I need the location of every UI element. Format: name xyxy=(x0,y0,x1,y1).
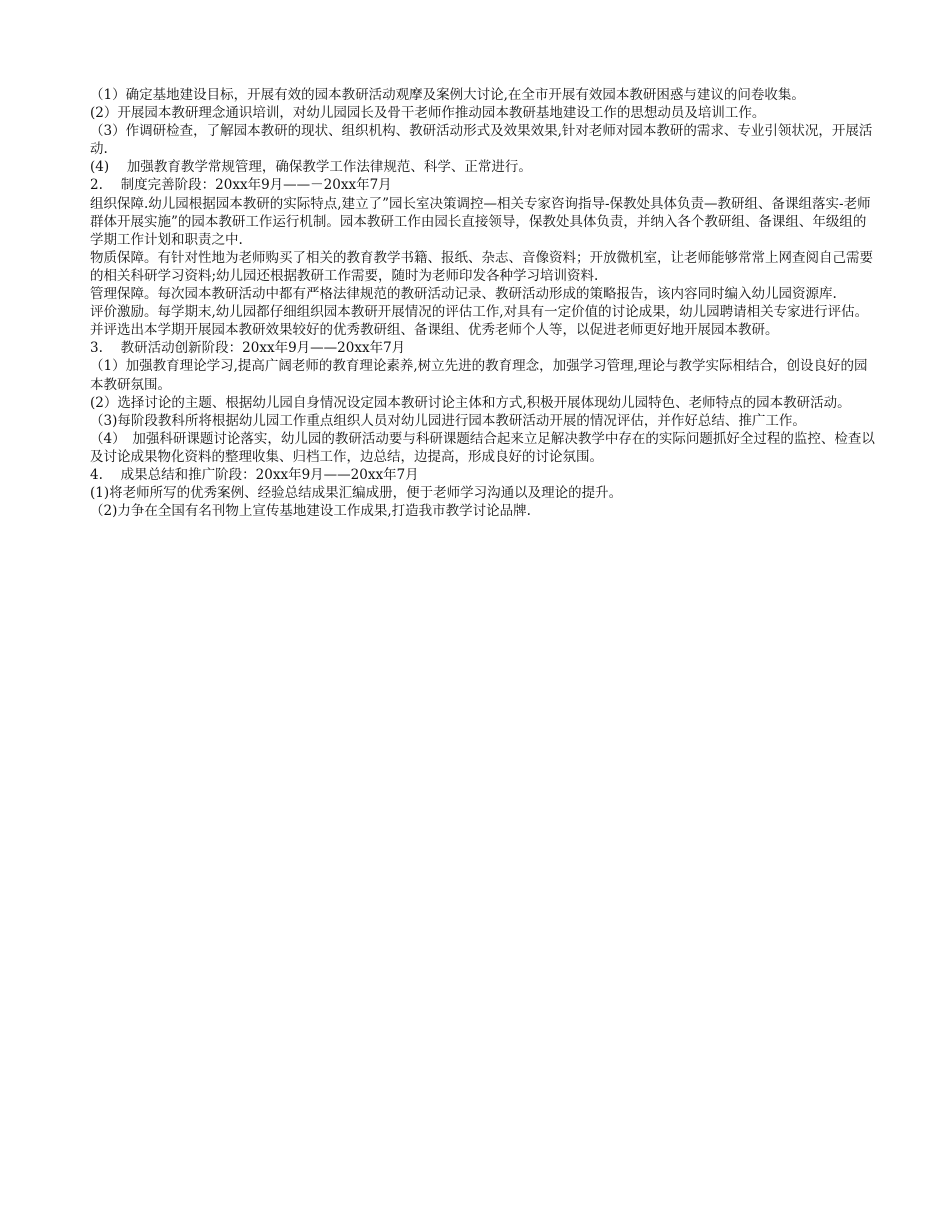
paragraph-material: 物质保障。有针对性地为老师购买了相关的教育教学书籍、报纸、杂志、音像资料；开放微机室，让老师能够常常上网查阅自己需要的相关科研学习资料;幼儿园还根据教研工作需要，随时为老师印发各种学习培训资料. xyxy=(90,249,873,284)
section-heading-4: 4. 成果总结和推广阶段：20xx年9月——20xx年7月 xyxy=(90,466,419,483)
paragraph-3-4: （4） 加强科研课题讨论落实，幼儿园的教研活动要与科研课题结合起来立足解决教学中存在的实际问题抓好全过程的监控、检查以及讨论成果物化资料的整理收集、归档工作，边总结，边提高，形成良好的讨论氛围。 xyxy=(90,430,875,465)
paragraph-management: 管理保障。每次园本教研活动中都有严格法律规范的教研活动记录、教研活动形成的策略报告，该内容同时编入幼儿园资源库. xyxy=(90,286,837,303)
paragraph-1: （1）确定基地建设目标，开展有效的园本教研活动观摩及案例大讨论,在全市开展有效园本教研困惑与建议的问卷收集。 xyxy=(90,87,805,103)
paragraph-4-2: （2)力争在全国有名刊物上宣传基地建设工作成果,打造我市教学讨论品牌. xyxy=(90,503,531,520)
section-heading-3: 3. 教研活动创新阶段：20xx年9月——20xx年7月 xyxy=(90,340,406,357)
document-body xyxy=(90,86,875,520)
paragraph-4: (4) 加强教育教学常规管理，确保教学工作法律规范、科学、正常进行。 xyxy=(90,159,532,176)
paragraph-organization: 组织保障.幼儿园根据园本教研的实际特点,建立了”园长室决策调控—相关专家咨询指导-保教处具体负责—教研组、备课组落实-老师群体开展实施”的园本教研工作运行机制。园本教研工作由园长直接领导，保教处具体负责，并纳入各个教研组、备课组、年级组的学期工作计划和职责之中. xyxy=(90,195,871,248)
paragraph-3-1: （1）加强教育理论学习,提高广阔老师的教育理论素养,树立先进的教育理念，加强学习管理,理论与教学实际相结合，创设良好的园本教研氛围。 xyxy=(90,358,868,393)
paragraph-2: (2）开展园本教研理念通识培训，对幼儿园园长及骨干老师作推动园本教研基地建设工作的思想动员及培训工作。 xyxy=(90,105,766,122)
paragraph-3-2: (2）选择讨论的主题、根据幼儿园自身情况设定园本教研讨论主体和方式,积极开展体现幼儿园特色、老师特点的园本教研活动。 xyxy=(90,394,851,411)
paragraph-3: （3）作调研检查，了解园本教研的现状、组织机构、教研活动形式及效果效果,针对老师对园本教研的需求、专业引领状况，开展活动. xyxy=(90,123,873,158)
paragraph-evaluation: 评价激励。每学期末,幼儿园都仔细组织园本教研开展情况的评估工作,对具有一定价值的讨论成果，幼儿园聘请相关专家进行评估。并评选出本学期开展园本教研效果较好的优秀教研组、备课组、优秀老师个人等，以促进老师更好地开展园本教研。 xyxy=(90,304,869,339)
paragraph-3-3: （3)每阶段教科所将根据幼儿园工作重点组织人员对幼儿园进行园本教研活动开展的情况评估，并作好总结、推广工作。 xyxy=(90,412,806,429)
paragraph-4-1: (1)将老师所写的优秀案例、经验总结成果汇编成册，便于老师学习沟通以及理论的提升。 xyxy=(90,485,623,502)
section-heading-2: 2. 制度完善阶段：20xx年9月——－20xx年7月 xyxy=(90,177,392,194)
